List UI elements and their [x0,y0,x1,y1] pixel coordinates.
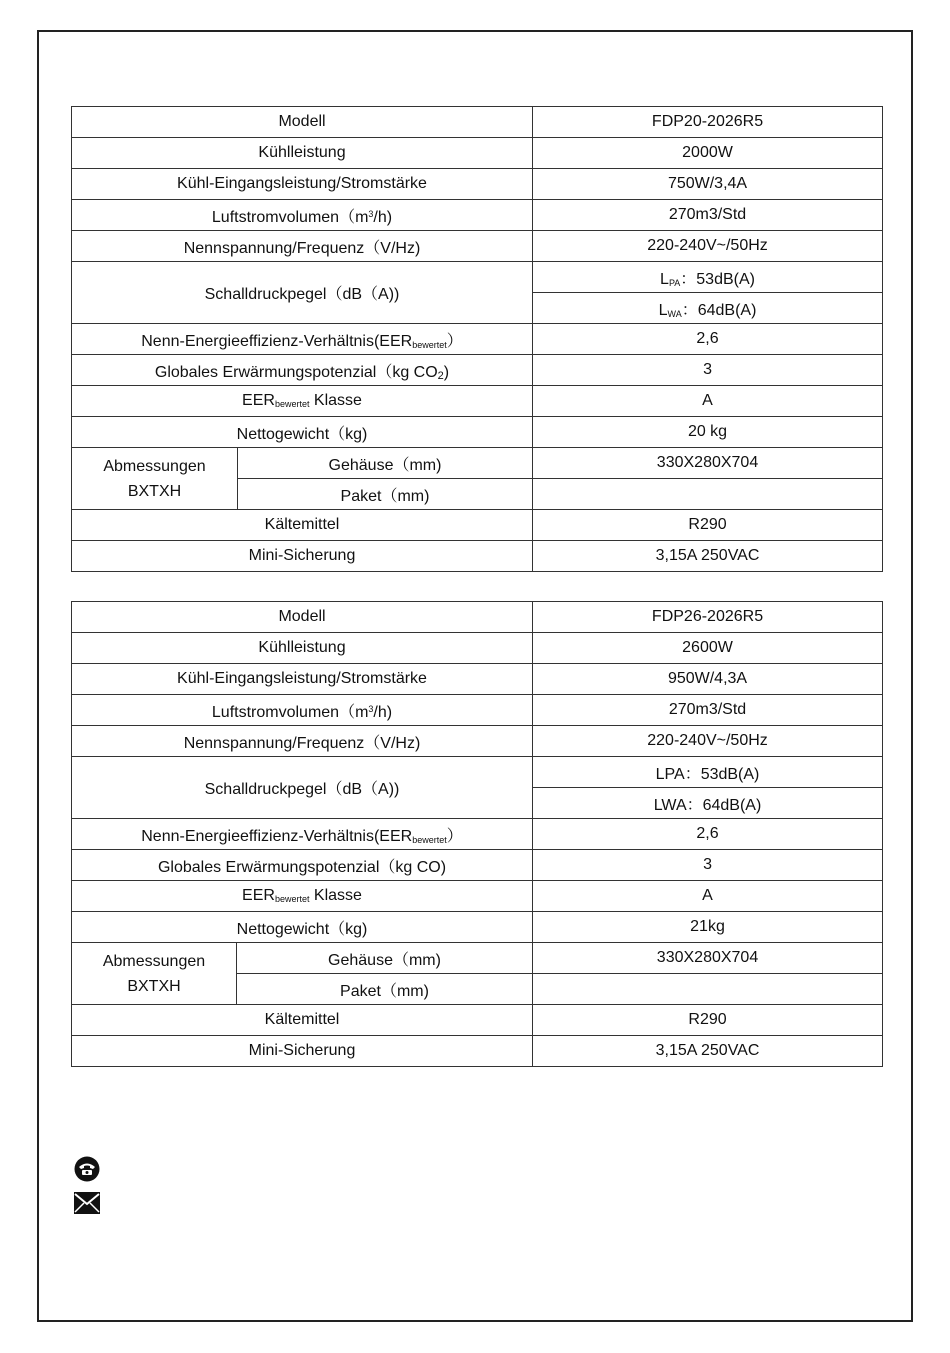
airflow-label: $Luftstromvolumen(m^3/h)$ [72,695,533,726]
airflow-value: 270m3/Std [533,695,883,726]
fuse-value: 3,15A 250VAC [533,1036,883,1067]
mail-icon [73,1190,101,1216]
model-label: Modell [72,107,533,138]
weight-value: 20 kg [533,417,883,448]
input-value: 750W/3,4A [533,169,883,200]
sound-lwa-value: LWA：64dB(A) [533,788,883,819]
input-label: Kühl-Eingangsleistung/Stromstärke [72,169,533,200]
housing-label: Gehäuse（mm) [237,943,533,974]
model-label: Modell [72,602,533,633]
refrigerant-value: R290 [533,510,883,541]
housing-value: 330X280X704 [533,448,883,479]
table-row [72,850,883,881]
package-value [533,974,883,1005]
table-row [72,138,883,169]
table-row [72,262,883,293]
table-row [72,510,883,541]
refrigerant-value: R290 [533,1005,883,1036]
table-row [72,448,883,479]
gwp-label: Globales Erwärmungspotenzial（kg $CO_2$) [72,355,533,386]
voltage-value: 220-240V~/50Hz [533,231,883,262]
input-label: Kühl-Eingangsleistung/Stromstärke [72,664,533,695]
cooling-value: 2600W [533,633,883,664]
table-row [72,943,883,974]
cooling-value: 2000W [533,138,883,169]
table-row [72,633,883,664]
table-row [72,169,883,200]
table-row [72,912,883,943]
sound-label: Schalldruckpegel（dB（A)) [72,757,533,819]
voltage-label: Nennspannung/Frequenz（V/Hz) [72,231,533,262]
sound-lpa-value: LPA：53dB(A) [533,757,883,788]
model-value: FDP20-2026R5 [533,107,883,138]
weight-label: Nettogewicht（kg) [72,417,533,448]
table-row [72,324,883,355]
table-row [72,602,883,633]
phone-icon [73,1156,101,1182]
housing-value: 330X280X704 [533,943,883,974]
table-row [72,881,883,912]
eer-class-value: A [533,881,883,912]
eer-label: Nenn-$Energieeffizienz-Verhältnis(EER_{bewertet})$ [72,324,533,355]
eer-class-label: $EER_{bewertet}$ Klasse [72,386,533,417]
table-row [72,386,883,417]
airflow-value: 270m3/Std [533,200,883,231]
cooling-label: Kühlleistung [72,633,533,664]
package-value [533,479,883,510]
housing-label: Gehäuse（mm) [238,448,533,479]
package-label: Paket（mm) [237,974,533,1005]
eer-label: Nenn-$Energieeffizienz-Verhältnis(EER_{bewertet})$ [72,819,533,850]
weight-label: Nettogewicht（kg) [72,912,533,943]
table-row [72,355,883,386]
input-value: 950W/4,3A [533,664,883,695]
table-row [72,695,883,726]
model-value: FDP26-2026R5 [533,602,883,633]
table-row [72,664,883,695]
eer-class-label: $EER_{bewertet}$ Klasse [72,881,533,912]
refrigerant-label: Kältemittel [72,1005,533,1036]
table-row [72,726,883,757]
spec-table-fdp26 [71,601,883,1067]
table-row [72,1036,883,1067]
refrigerant-label: Kältemittel [72,510,533,541]
eer-value: 2,6 [533,324,883,355]
sound-lwa-value: $L_{WA}$：64dB(A) [533,293,883,324]
table-row [72,819,883,850]
airflow-label: $Luftstromvolumen(m^3/h)$ [72,200,533,231]
table-row [72,107,883,138]
sound-lpa-value: $L_{PA}$：53dB(A) [533,262,883,293]
voltage-value: 220-240V~/50Hz [533,726,883,757]
dimensions-label: Abmessungen BXTXH [72,943,237,1005]
eer-value: 2,6 [533,819,883,850]
sound-label: Schalldruckpegel（dB（A)) [72,262,533,324]
fuse-label: Mini-Sicherung [72,1036,533,1067]
eer-class-value: A [533,386,883,417]
table-row [72,757,883,788]
table-row [72,1005,883,1036]
table-row [72,200,883,231]
gwp-label: Globales Erwärmungspotenzial（kg CO) [72,850,533,881]
gwp-value: 3 [533,355,883,386]
dimensions-label: Abmessungen BXTXH [72,448,238,510]
gwp-value: 3 [533,850,883,881]
voltage-label: Nennspannung/Frequenz（V/Hz) [72,726,533,757]
table-row [72,417,883,448]
fuse-value: 3,15A 250VAC [533,541,883,572]
cooling-label: Kühlleistung [72,138,533,169]
spec-table-fdp20 [71,106,883,572]
fuse-label: Mini-Sicherung [72,541,533,572]
table-row [72,231,883,262]
package-label: Paket（mm) [238,479,533,510]
table-row [72,541,883,572]
weight-value: 21kg [533,912,883,943]
